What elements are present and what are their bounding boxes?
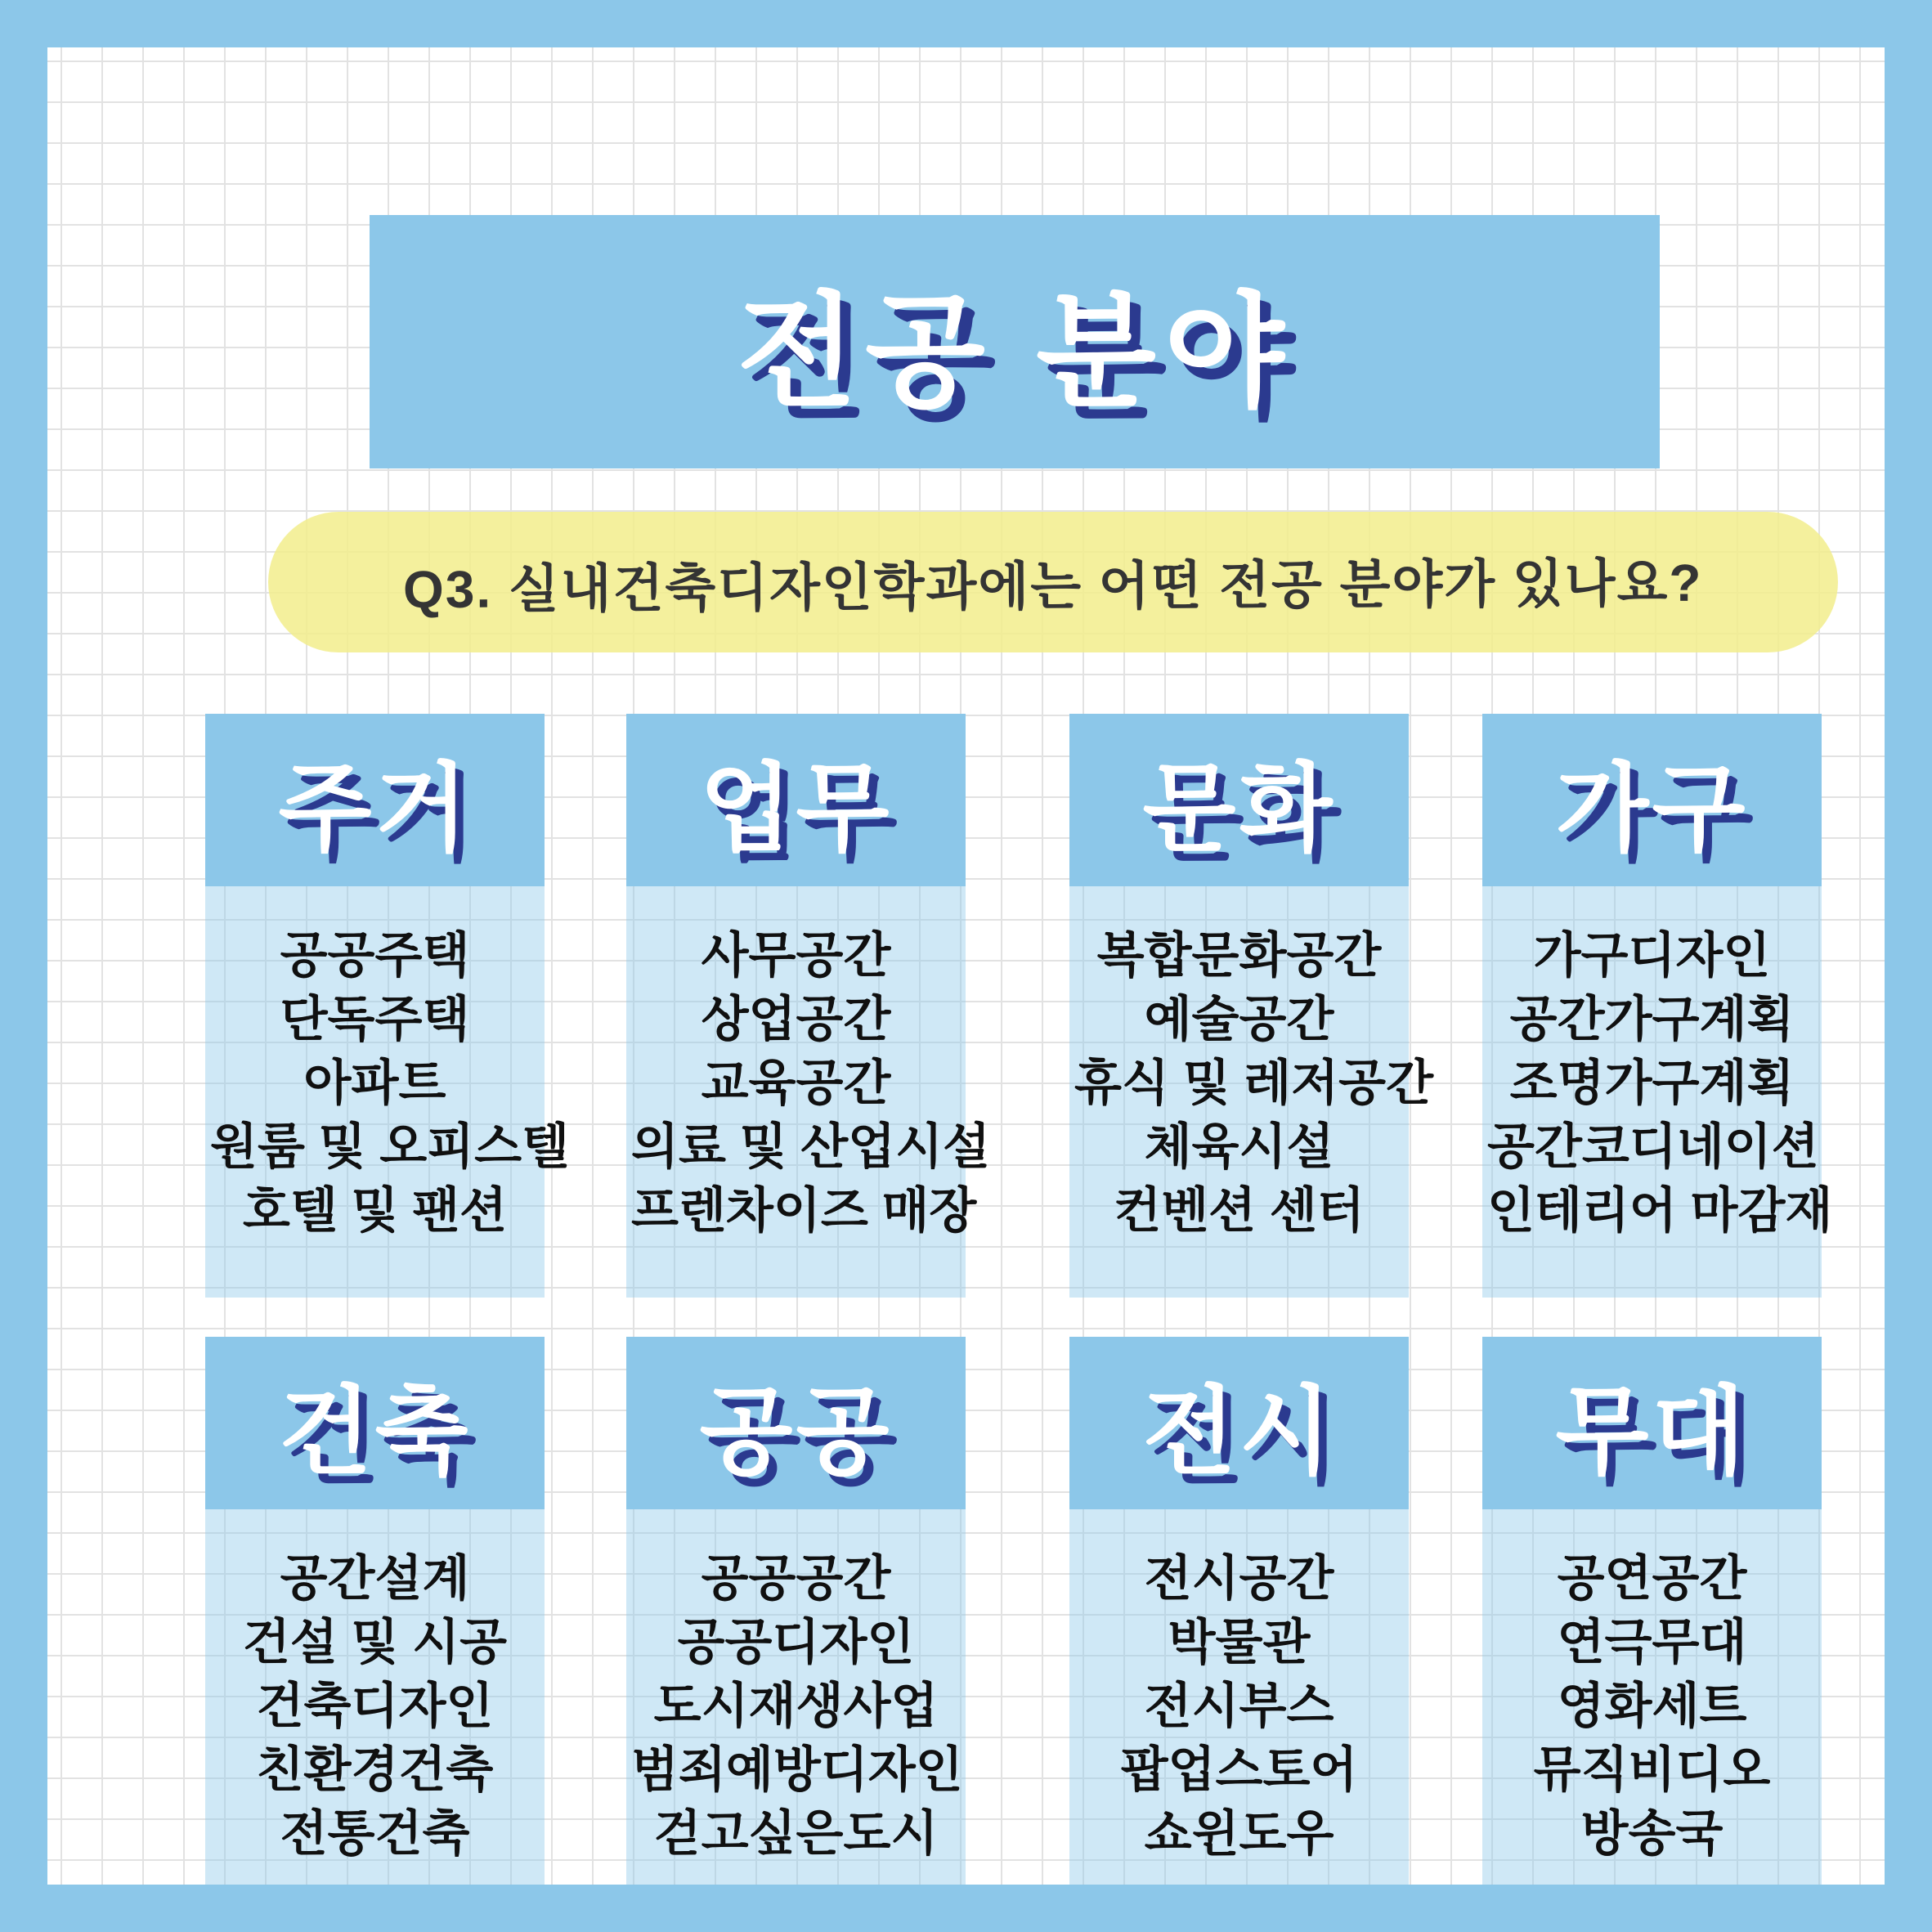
card-header xyxy=(205,714,545,886)
card-header xyxy=(1482,1337,1822,1509)
card-item-list xyxy=(1069,886,1434,1298)
card-header xyxy=(1482,714,1822,886)
card-item: 컨벤션 센터 xyxy=(1114,1183,1365,1238)
card-header xyxy=(626,714,966,886)
card-item: 뮤직비디오 xyxy=(1533,1742,1771,1797)
card-item: 연극무대 xyxy=(1557,1615,1747,1670)
card-title: 가구 xyxy=(1555,755,1749,863)
category-card-architecture xyxy=(205,1337,545,1883)
card-item: 공간설계 xyxy=(280,1551,470,1606)
category-card-housing xyxy=(205,714,570,1260)
card-item-list xyxy=(1069,1509,1409,1921)
card-item-list xyxy=(626,886,991,1298)
card-item: 도시재생사업 xyxy=(653,1679,939,1733)
card-item: 건설 및 시공 xyxy=(242,1615,508,1670)
card-title: 건축 xyxy=(278,1378,472,1486)
card-header xyxy=(205,1337,545,1509)
page-title: 전공 분야 xyxy=(737,283,1293,422)
card-item: 원룸 및 오피스텔 xyxy=(210,1119,570,1174)
card-item: 공연공간 xyxy=(1557,1551,1747,1606)
card-item: 전통건축 xyxy=(280,1806,470,1861)
card-item: 인테리어 마감재 xyxy=(1487,1183,1833,1238)
card-item: 범죄예방디자인 xyxy=(631,1742,963,1797)
card-title: 업무 xyxy=(699,755,893,863)
card-item: 공공공간 xyxy=(701,1551,891,1606)
card-title: 주거 xyxy=(278,755,472,863)
card-item: 공간코디네이션 xyxy=(1487,1119,1819,1174)
card-item: 팝업스토어 xyxy=(1120,1742,1358,1797)
card-item: 가구디자인 xyxy=(1533,928,1771,983)
card-item-list xyxy=(626,1509,966,1921)
card-item: 교육공간 xyxy=(701,1056,891,1110)
card-item: 박물관 xyxy=(1168,1615,1311,1670)
card-item: 단독주택 xyxy=(280,992,470,1047)
card-item: 걷고싶은도시 xyxy=(653,1806,939,1861)
grid-paper-background xyxy=(47,47,1885,1885)
card-item: 상업공간 xyxy=(701,992,891,1047)
card-item: 사무공간 xyxy=(701,928,891,983)
card-title: 공공 xyxy=(699,1378,893,1486)
card-item: 의료 및 산업시설 xyxy=(631,1119,991,1174)
card-item: 건축디자인 xyxy=(256,1679,494,1733)
card-item: 복합문화공간 xyxy=(1096,928,1382,983)
card-item: 방송국 xyxy=(1580,1806,1724,1861)
card-header xyxy=(626,1337,966,1509)
question-box xyxy=(268,512,1838,652)
card-item: 휴식 및 레저공간 xyxy=(1074,1056,1434,1110)
card-item-list xyxy=(1482,886,1833,1298)
category-card-public xyxy=(626,1337,966,1883)
card-header xyxy=(1069,714,1409,886)
card-item: 공공주택 xyxy=(280,928,470,983)
card-title: 무대 xyxy=(1555,1378,1749,1486)
card-item-list xyxy=(1482,1509,1822,1921)
card-item: 공간가구계획 xyxy=(1509,992,1795,1047)
category-card-work xyxy=(626,714,991,1260)
question-text: Q3. 실내건축디자인학과에는 어떤 전공 분야가 있나요? xyxy=(403,553,1703,620)
card-item: 전시부스 xyxy=(1144,1679,1334,1733)
card-item: 프렌차이즈 매장 xyxy=(631,1183,977,1238)
category-card-culture xyxy=(1069,714,1434,1260)
card-item: 공공디자인 xyxy=(677,1615,915,1670)
card-item: 영화세트 xyxy=(1557,1679,1747,1733)
title-banner xyxy=(370,215,1660,468)
card-item: 친환경건축 xyxy=(256,1742,494,1797)
card-item: 조명가구계획 xyxy=(1509,1056,1795,1110)
card-header xyxy=(1069,1337,1409,1509)
card-item: 체육시설 xyxy=(1144,1119,1334,1174)
card-item-list xyxy=(205,1509,545,1921)
category-card-exhibition xyxy=(1069,1337,1409,1883)
card-title: 문화 xyxy=(1142,755,1336,863)
category-card-stage xyxy=(1482,1337,1822,1883)
card-item: 예술공간 xyxy=(1144,992,1334,1047)
card-item: 전시공간 xyxy=(1144,1551,1334,1606)
card-title: 전시 xyxy=(1142,1378,1336,1486)
card-item: 쇼윈도우 xyxy=(1144,1806,1334,1861)
card-item: 호텔 및 팬션 xyxy=(242,1183,508,1238)
card-item: 아파트 xyxy=(303,1056,446,1110)
card-item-list xyxy=(205,886,570,1298)
category-card-furniture xyxy=(1482,714,1833,1260)
